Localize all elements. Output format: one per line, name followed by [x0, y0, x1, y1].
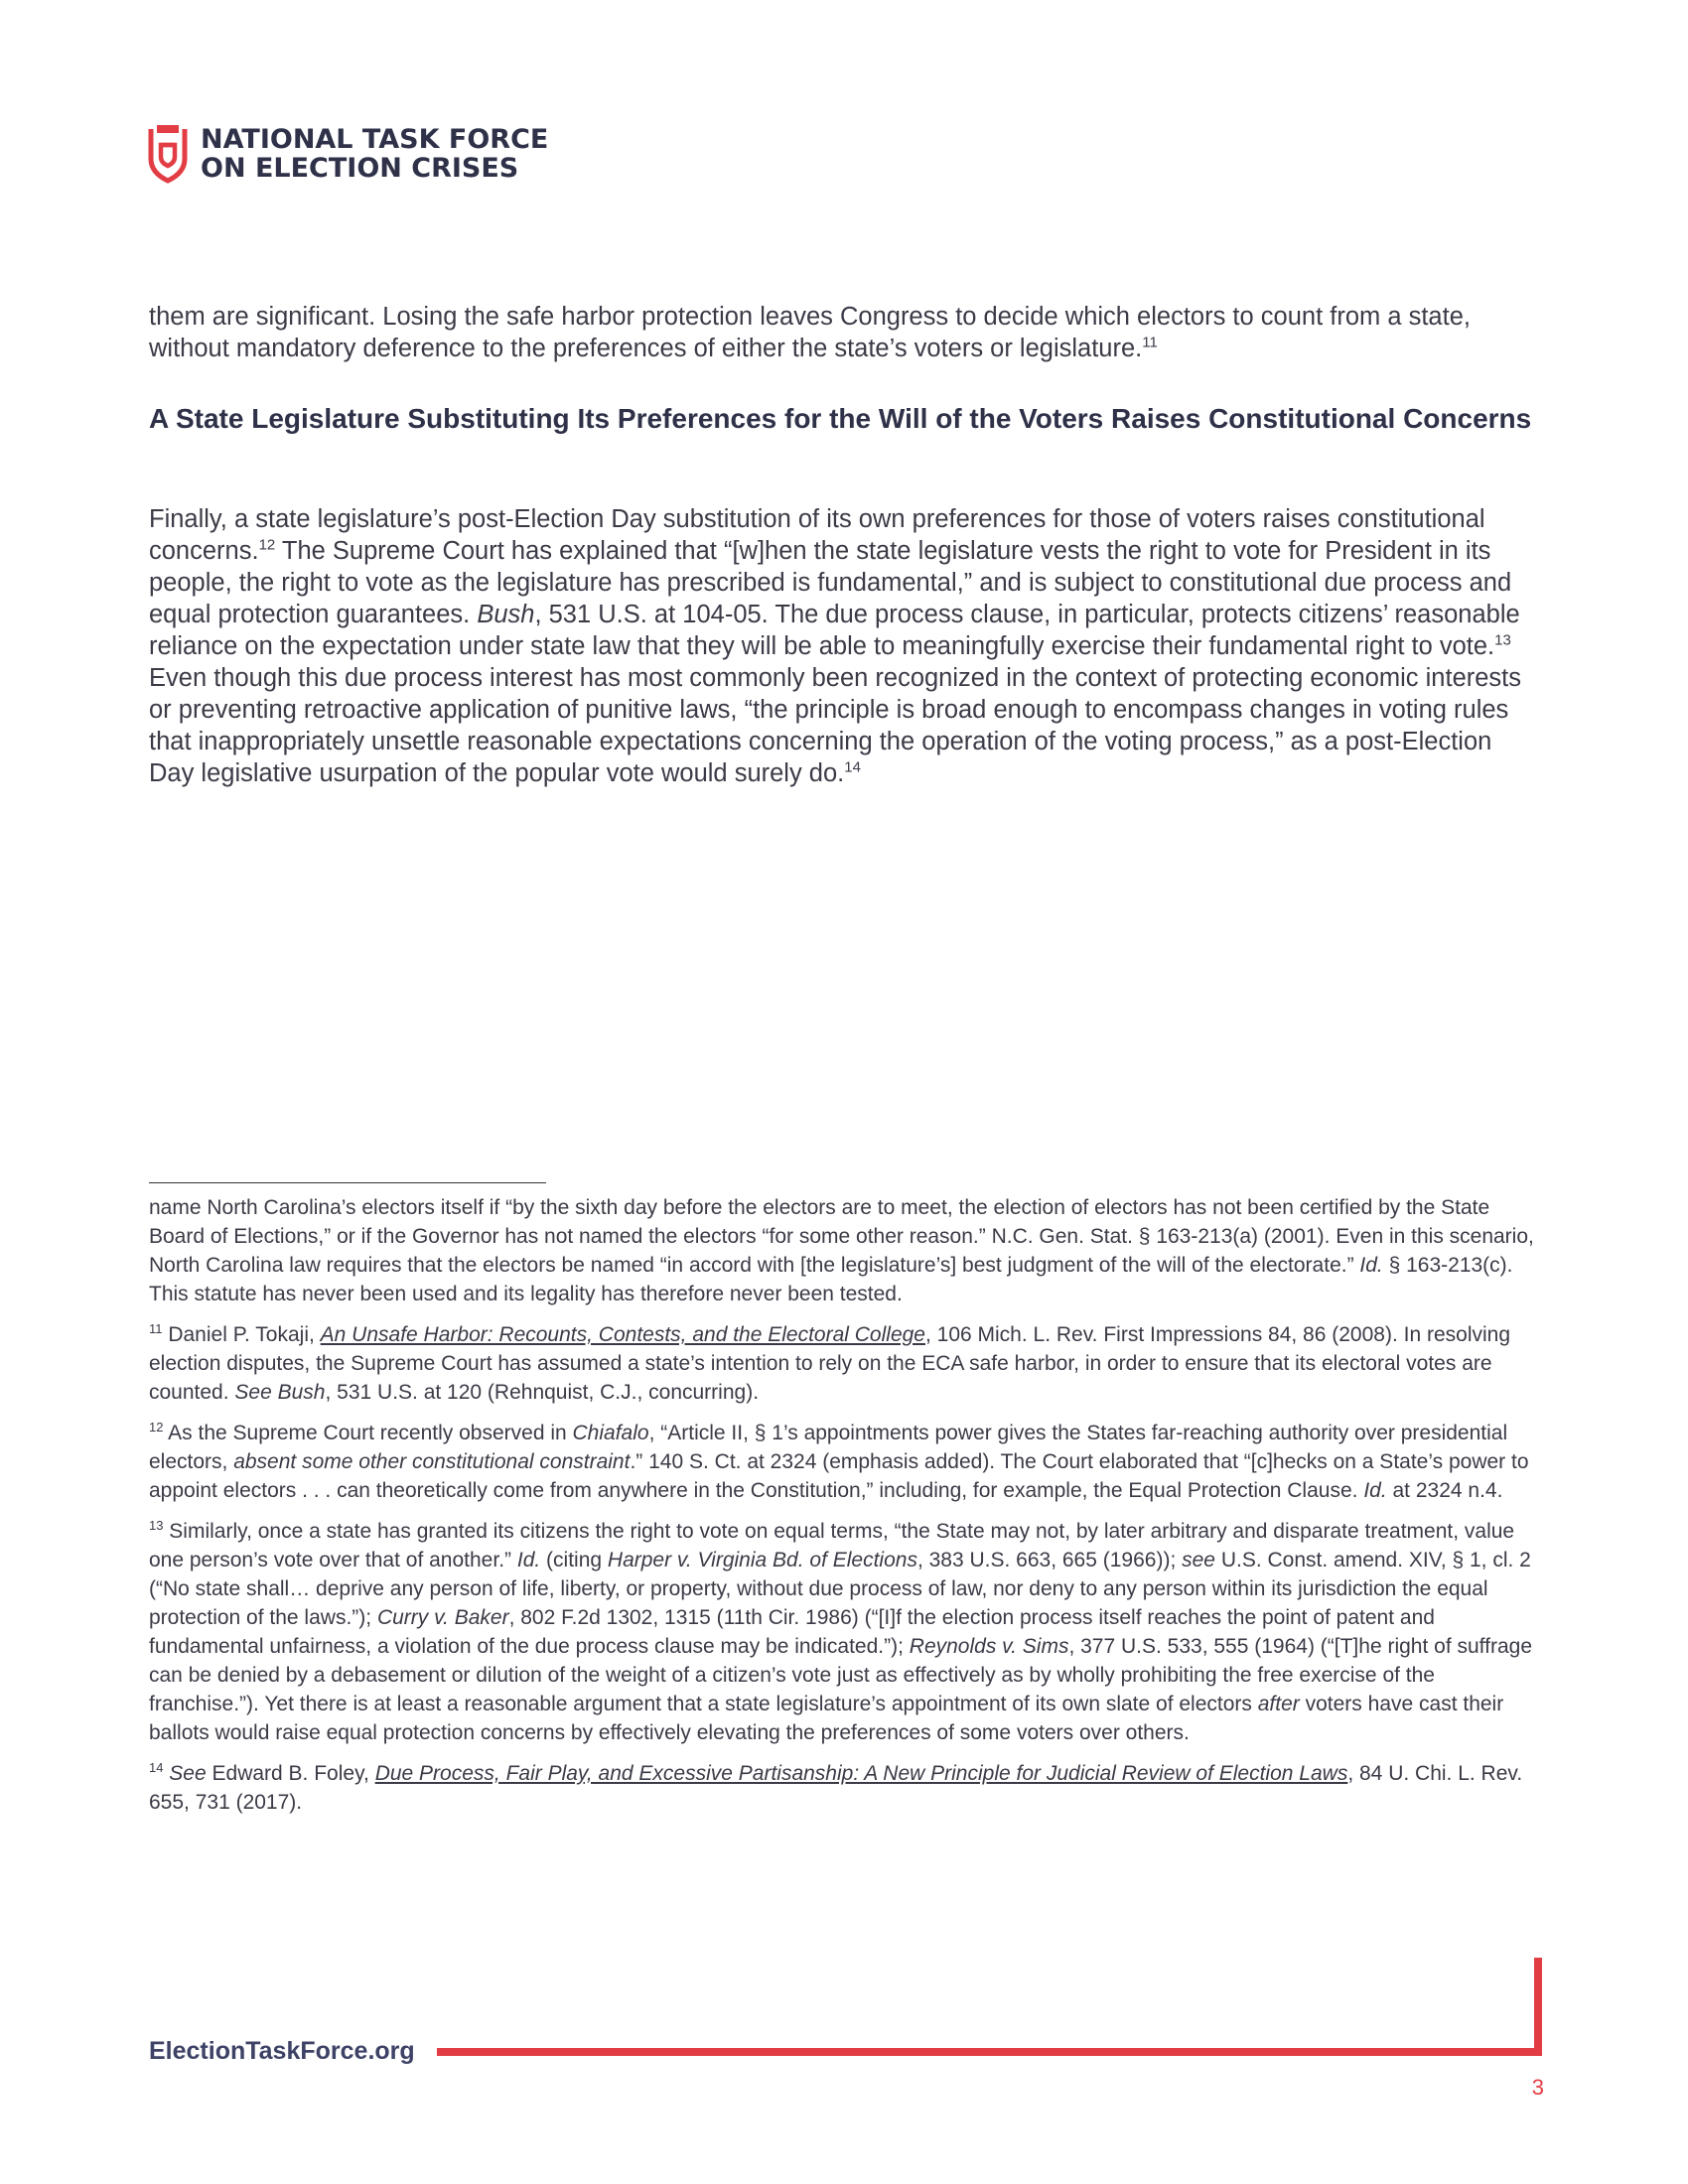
- org-name-line-1: NATIONAL TASK FORCE: [201, 124, 549, 155]
- org-name: [201, 125, 548, 183]
- footnote-11: $^{11}$ Daniel P. Tokaji, An Unsafe Harbor: Recounts, Contests, and the Electoral College, 106 Mich. L. Rev. First Impressions 84, 86 (2008). In resolving election disputes, the Supreme Court has assumed a state’s intention to rely on the ECA safe harbor, in order to ensure that its electoral votes are counted. See Bush, 531 U.S. at 120 (Rehnquist, C.J., concurring).: [149, 1321, 1511, 1404]
- ballot-shield-icon: [147, 123, 189, 185]
- org-name-line-2: ON ELECTION CRISES: [201, 153, 519, 184]
- footnote-13: $^{13}$ Similarly, once a state has granted its citizens the right to vote on equal terms, “the State may not, by later arbitrary and disparate treatment, value one person’s vote over that of another.” Id. (citing Harper v. Virginia Bd. of Elections, 383 U.S. 663, 665 (1966)); see U.S. Const. amend. XIV, § 1, cl. 2 (“No state shall… deprive any person of life, liberty, or property, without due process of law, nor deny to any person within its jurisdiction the equal protection of the laws.”); Curry v. Baker, 802 F.2d 1302, 1315 (11th Cir. 1986) (“[I]f the election process itself reaches the point of patent and fundamental unfairness, a violation of the due process clause may be indicated.”); Reynolds v. Sims, 377 U.S. 533, 555 (1964) (“[T]he right of suffrage can be denied by a debasement or dilution of the weight of a citizen’s vote just as effectively as by wholly prohibiting the free exercise of the franchise.”). Yet there is at least a reasonable argument that a state legislature’s appointment of its own slate of electors after voters have cast their ballots would raise equal protection concerns by effectively elevating the preferences of some voters over others.: [149, 1518, 1532, 1744]
- footnote-separator: [149, 1182, 546, 1183]
- footnote-12: $^{12}$ As the Supreme Court recently observed in Chiafalo, “Article II, § 1’s appointments power gives the States far-reaching authority over presidential electors, absent some other constitutional constraint.” 140 S. Ct. at 2324 (emphasis added). The Court elaborated that “[c]hecks on a State’s power to appoint electors . . . can theoretically come from anywhere in the Constitution,” including, for example, the Equal Protection Clause. Id. at 2324 n.4.: [149, 1420, 1529, 1502]
- body-paragraph: Finally, a state legislature’s post-Election Day substitution of its own preferences for those of voters raises constitutional concerns.$^{12}$ The Supreme Court has explained that “[w]hen the state legislature vests the right to vote for President in its people, the right to vote as the legislature has prescribed is fundamental,” and is subject to constitutional due process and equal protection guarantees. Bush, 531 U.S. at 104-05. The due process clause, in particular, protects citizens’ reasonable reliance on the expectation under state law that they will be able to meaningfully exercise their fundamental right to vote.$^{13}$ Even though this due process interest has most commonly been recognized in the context of protecting economic interests or preventing retroactive application of punitive laws, “the principle is broad enough to encompass changes in voting rules that inappropriately unsettle reasonable expectations concerning the operation of the voting process,” as a post-Election Day legislative usurpation of the popular vote would surely do.$^{14}$: [149, 505, 1522, 787]
- footnote-ref[interactable]: 12: [258, 536, 276, 554]
- page-number: 3: [1531, 2075, 1544, 2100]
- footer-accent-corner: [1534, 1958, 1542, 2056]
- footnotes: [149, 1193, 1539, 1829]
- citation-link[interactable]: An Unsafe Harbor: Recounts, Contests, and the Electoral College: [320, 1323, 925, 1346]
- intro-paragraph: them are significant. Losing the safe harbor protection leaves Congress to decide which electors to count from a state, without mandatory deference to the preferences of either the state’s voters or legislature.$^{11}$: [149, 303, 1471, 362]
- footnote-ref[interactable]: 14: [844, 758, 861, 776]
- footer-accent-line: [437, 2048, 1542, 2056]
- footnote-ref[interactable]: 11: [1142, 334, 1158, 351]
- footnote-ref[interactable]: 13: [1494, 631, 1511, 649]
- footnote-14: $^{14}$ See Edward B. Foley, Due Process, Fair Play, and Excessive Partisanship: A New Principle for Judicial Review of Election Laws, 84 U. Chi. L. Rev. 655, 731 (2017).: [149, 1760, 1523, 1814]
- citation-link[interactable]: Due Process, Fair Play, and Excessive Partisanship: A New Principle for Judicial Review of Election Laws: [374, 1762, 1348, 1785]
- footnote-continuation: name North Carolina’s electors itself if “by the sixth day before the electors are to meet, the election of electors has not been certified by the State Board of Elections,” or if the Governor has not named the electors “for some other reason.” N.C. Gen. Stat. § 163-213(a) (2001). Even in this scenario, North Carolina law requires that the electors be named “in accord with [the legislature’s] best judgment of the will of the electorate.” Id. § 163-213(c). This statute has never been used and its legality has therefore never been tested.: [149, 1196, 1534, 1305]
- footer-website-link[interactable]: ElectionTaskForce.org: [149, 2037, 415, 2065]
- section-heading: A State Legislature Substituting Its Preferences for the Will of the Voters Raises Constitutional Concerns: [149, 403, 1532, 434]
- header-logo: [147, 123, 548, 185]
